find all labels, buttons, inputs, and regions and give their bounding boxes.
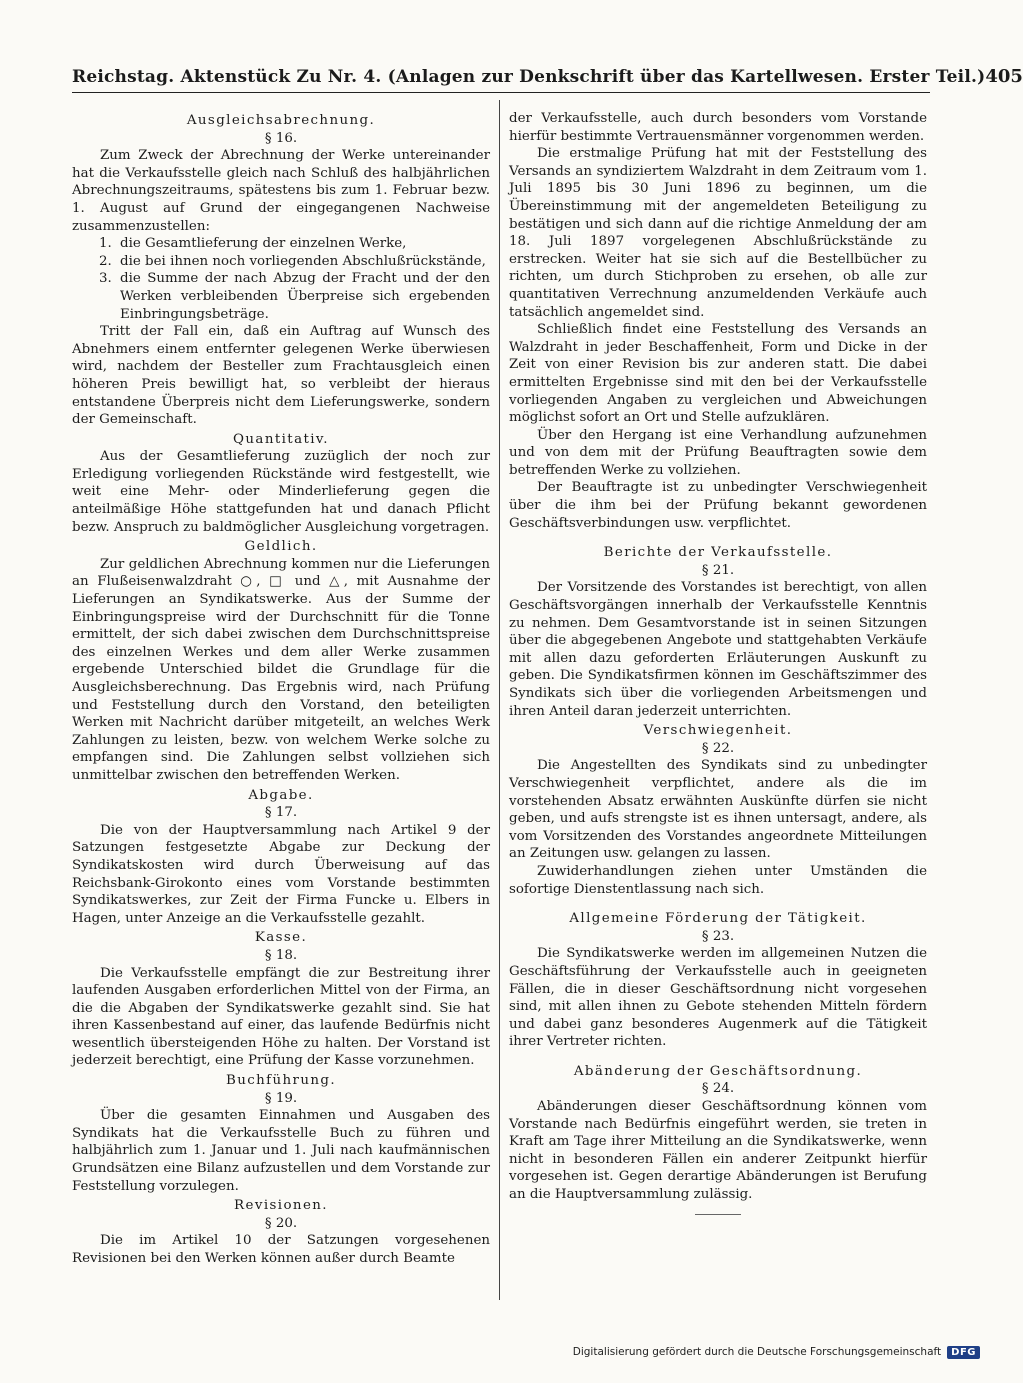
section-title-19: Buchführung. (225, 1073, 337, 1089)
right-column (509, 110, 927, 1215)
s18-paragraph: Die Verkaufsstelle empfängt die zur Bestreitung ihrer laufenden Ausgaben erforderlichen Mittel von der Firma, an die die Abgaben der Syndikatswerke gezahlt sind. Sie hat ihren Kassenbestand auf einer, das laufende Bedürfnis nicht wesentlich übersteigenden Höhe zu halten. Der Vorstand ist jederzeit berechtigt, eine Prüfung der Kasse vorzunehmen. (72, 965, 490, 1069)
s22-paragraph: Die Angestellten des Syndikats sind zu unbedingter Verschwiegenheit verpflichtet, andere als die im vorstehenden Absatz erwähnten Auskünfte dürfen sie nicht geben, und aufs strengste ist es ihnen untersagt, andere, als vom Vorsitzenden des Vorstandes angeordnete Mitteilungen an Zeitungen usw. gelangen zu lassen. (509, 758, 927, 862)
paragraph-number-22: § 22. (701, 740, 735, 756)
s20-paragraph: Die im Artikel 10 der Satzungen vorgesehenen Revisionen bei den Werken können außer durch Beamte (72, 1233, 490, 1266)
list-item: 1. die Gesamtlieferung der einzelnen Werke, (116, 235, 490, 253)
paragraph-number-24: § 24. (701, 1081, 735, 1097)
s22-paragraph-2: Zuwiderhandlungen ziehen unter Umständen die sofortige Dienstentlassung nach sich. (509, 863, 927, 897)
s20-paragraph-5: Der Beauftragte ist zu unbedingter Verschwiegenheit über die ihm bei der Prüfung bekannt gewordenen Geschäftsverbindungen usw. verpflichtet. (509, 480, 927, 531)
paragraph-number-16: § 16. (264, 130, 298, 146)
left-column (72, 110, 490, 1268)
section-title-22: Verschwiegenheit. (643, 723, 793, 739)
paragraph-number-18: § 18. (264, 947, 298, 963)
section-title-21: Berichte der Verkaufsstelle. (603, 545, 833, 561)
list-item: 2. die bei ihnen noch vorliegenden Abschlußrückstände, (116, 253, 490, 271)
page-number: 405 (985, 66, 1023, 87)
s20-paragraph-4: Über den Hergang ist eine Verhandlung aufzunehmen und von dem mit der Prüfung Beauftragten sowie dem betreffenden Werke zu vollziehen. (509, 427, 927, 478)
list-item: 3. die Summe der nach Abzug der Fracht und der den Werken verbleibenden Überpreise sich ergebenden Einbringungsbeträge. (116, 270, 490, 323)
s24-paragraph: Abänderungen dieser Geschäftsordnung können vom Vorstande nach Bedürfnis eingeführt werden, sie treten in Kraft am Tage ihrer Mitteilung an die Syndikatswerke, wenn nicht in besonderen Fällen ein anderer Zeitpunkt hierfür vorgesehen ist. Gegen derartige Abänderungen ist Berufung an die Hauptversammlung zulässig. (509, 1099, 927, 1203)
s21-paragraph: Der Vorsitzende des Vorstandes ist berechtigt, von allen Geschäftsvorgängen innerhalb der Verkaufsstelle Kenntnis zu nehmen. Dem Gesamtvorstande ist in seinen Sitzungen über die abgegebenen Angebote und stattgehabten Verkäufe mit allen dazu geforderten Erläuterungen Auskunft zu geben. Die Syndikatsfirmen können im Geschäftszimmer des Syndikats sich über die vorliegenden Arbeitsmengen und ihren Anteil daran jederzeit unterrichten. (509, 580, 927, 719)
section-title-24: Abänderung der Geschäftsordnung. (573, 1063, 863, 1079)
end-rule (695, 1214, 741, 1215)
paragraph-number-21: § 21. (701, 562, 735, 578)
s19-paragraph: Über die gesamten Einnahmen und Ausgaben des Syndikats hat die Verkaufsstelle Buch zu führen und halbjährlich zum 1. Januar und 1. Juli nach kaufmännischen Grundsätzen eine Bilanz aufzustellen und dem Vorstande zur Feststellung vorzulegen. (72, 1108, 490, 1194)
s23-paragraph: Die Syndikatswerke werden im allgemeinen Nutzen die Geschäftsführung der Verkaufsstelle auch in geeigneten Fällen, die in dieser Geschäftsordnung nicht vorgesehen sind, mit allen ihnen zu Gebote stehenden Mitteln fördern und dabei ganz besonderes Augenmerk auf die Tätigkeit ihrer Vertreter richten. (509, 946, 927, 1050)
geldlich-paragraph: Zur geldlichen Abrechnung kommen nur die Lieferungen an Flußeisenwalzdraht ○, □ und △, mit Ausnahme der Lieferungen an Syndikatswerke. Aus der Summe der Einbringungspreise wird der Durchschnitt für die Tonne ermittelt, der sich dabei zwischen dem Durchschnittspreise des einzelnen Werkes und dem aller Werke zusammen ergebende Unterschied bildet die Grundlage für die Ausgleichsberechnung. Das Ergebnis wird, nach Prüfung und Feststellung durch den Vorstand, den beteiligten Werken mit Nachricht darüber mitgeteilt, an welches Werk Zahlungen zu leisten, bezw. von welchem Werke solche zu empfangen sind. Die Zahlungen selbst vollziehen sich unmittelbar zwischen den betreffenden Werken. (72, 556, 490, 783)
digitization-credit: Digitalisierung gefördert durch die Deutsche Forschungsgemeinschaft (572, 1346, 942, 1358)
column-divider (499, 100, 500, 1300)
subsection-title-geldlich: Geldlich. (244, 539, 318, 555)
s20-paragraph-2: Die erstmalige Prüfung hat mit der Feststellung des Versands an syndiziertem Walzdraht in dem Zeitraum vom 1. Juli 1895 bis 30 Juni 1896 zu beginnen, um die Übereinstimmung mit der angemeldeten Beteiligung zu bestätigen und sich dann auf die richtige Anmeldung der am 18. Juli 1897 vorgelegenen Abschlußrückstände zu erstrecken. Weiter hat sie sich auf die Bestellbücher zu richten, um durch Stichproben zu ersehen, ob alle zur quantitativen Verrechnung anzumeldenden Verkäufe auch tatsächlich angemeldet sind. (509, 146, 927, 320)
s16-paragraph-2: Tritt der Fall ein, daß ein Auftrag auf Wunsch des Abnehmers einem entfernter gelegenen Werke überwiesen wird, nachdem der Besteller zum Frachtausgleich einen höheren Preis bewilligt hat, so verbleibt der hieraus entstandene Überpreis nicht dem Lieferungswerke, sondern der Gemeinschaft. (72, 324, 490, 428)
s17-paragraph: Die von der Hauptversammlung nach Artikel 9 der Satzungen festgesetzte Abgabe zur Deckung der Syndikatskosten wird durch Überweisung auf das Reichsbank-Girokonto eines vom Vorstande bestimmten Syndikatswerkes, zur Zeit der Firma Funcke u. Elbers in Hagen, unter Anzeige an die Verkaufsstelle gezahlt. (72, 822, 490, 926)
paragraph-number-19: § 19. (264, 1090, 298, 1106)
page-header (72, 58, 1023, 93)
s16-intro: Zum Zweck der Abrechnung der Werke untereinander hat die Verkaufsstelle gleich nach Schluß des halbjährlichen Abrechnungszeitraums, spätestens bis zum 1. Februar bezw. 1. August auf Grund der eingegangenen Nachweise zusammenzustellen: (72, 148, 490, 234)
s16-list (72, 235, 490, 323)
dfg-logo-icon: DFG (947, 1346, 980, 1359)
section-title-18: Kasse. (254, 930, 308, 946)
paragraph-number-17: § 17. (264, 805, 298, 821)
section-title-20: Revisionen. (234, 1198, 328, 1214)
s20-continuation: der Verkaufsstelle, auch durch besonders vom Vorstande hierfür bestimmte Vertrauensmänner vorgenommen werden. (509, 111, 927, 144)
section-title-16: Ausgleichsabrechnung. (186, 113, 376, 128)
s20-paragraph-3: Schließlich findet eine Feststellung des Versands an Walzdraht in jeder Beschaffenheit, Form und Dicke in der Zeit von einer Revision bis zur anderen statt. Die dabei ermittelten Ergebnisse sind mit den bei der Verkaufsstelle vorliegenden Angaben zu vergleichen und Abweichungen möglichst sofort an Ort und Stelle aufzuklären. (509, 322, 927, 426)
page-footer (560, 1342, 980, 1362)
section-title-17: Abgabe. (248, 787, 314, 803)
subsection-title-quantitativ: Quantitativ. (233, 431, 329, 447)
header-title: Reichstag. Aktenstück Zu Nr. 4. (Anlagen zur Denkschrift über das Kartellwesen. Erster Teil.) (72, 67, 986, 87)
quantitativ-paragraph: Aus der Gesamtlieferung zuzüglich der noch zur Erledigung vorliegenden Rückstände wird festgestellt, wie weit eine Mehr- oder Minderlieferung gegen die anteilmäßige Höhe stattgefunden hat und danach Pflicht bezw. Anspruch zu baldmöglicher Ausgleichung vorgetragen. (72, 449, 490, 535)
paragraph-number-20: § 20. (264, 1215, 298, 1231)
paragraph-number-23: § 23. (701, 928, 735, 944)
section-title-23: Allgemeine Förderung der Tätigkeit. (569, 911, 867, 927)
